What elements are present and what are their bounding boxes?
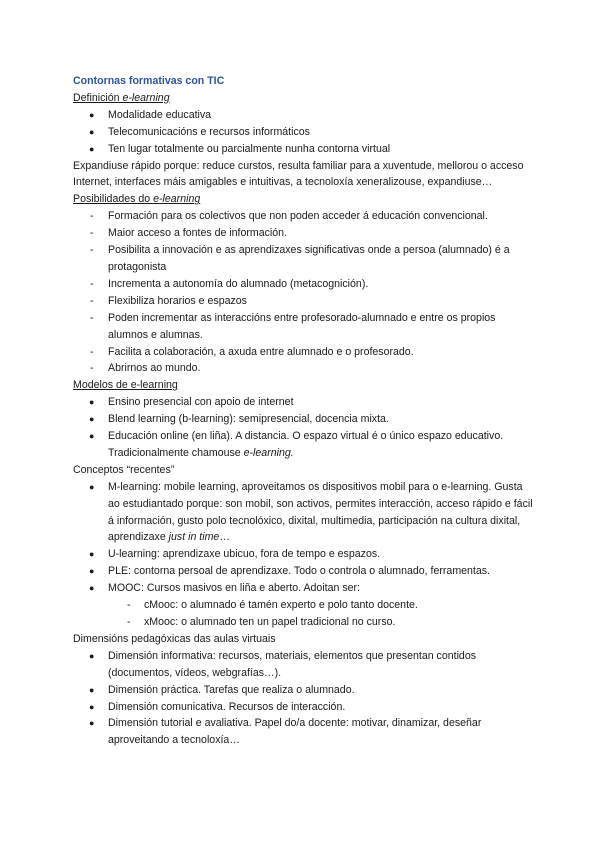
list-item-text: Dimensión tutorial e avaliativa. Papel do/a docente: motivar, dinamizar, deseñar aproveitando a tecnoloxía… [108,717,482,747]
dash-icon: - [127,616,131,628]
list-item [73,360,533,377]
heading-text: Definición [73,91,123,104]
list-item [73,546,533,563]
list-item-text: Dimensión comunicativa. Recursos de interacción. [108,700,346,713]
list-item [73,682,533,699]
definicion-list [73,107,533,158]
section-heading-dimensions: Dimensións pedagóxicas das aulas virtuais [73,632,276,645]
list-item [73,715,533,749]
sublist-item [73,597,533,614]
bullet-icon: ● [89,481,95,492]
list-item [73,276,533,293]
bullet-icon: ● [89,684,95,695]
list-item-text: Dimensión informativa: recursos, materiais, elementos que presentan contidos (documentos, vídeos, webgrafías…). [108,649,477,679]
dash-icon: - [90,277,94,290]
list-item-text: Educación online (en liña). A distancia. O espazo virtual é o único espazo educativo. Tradicionalmente chamouse [108,430,504,459]
list-item-text: U-learning: aprendizaxe ubicuo, fora de tempo e espazos. [108,548,381,561]
bullet-icon: ● [89,126,95,137]
list-item [73,107,533,124]
list-item [73,479,533,547]
bullet-icon: ● [89,143,95,154]
definicion-paragraph: Expandiuse rápido porque: reduce curstos, resulta familiar para a xuventude, mellorou o acceso Internet, interfaces máis amigables e intuitivas, a tecnoloxía xeneralizouse, expandiuse… [73,159,524,189]
list-item [73,394,533,411]
conceptos-list [73,479,533,597]
list-item-italic-text: e-learning. [243,446,294,459]
list-item-text: Incrementa a autonomía do alumnado (metacognición). [108,277,369,290]
bullet-icon: ● [89,701,95,712]
heading-italic-text: e-learning [122,91,170,104]
bullet-icon: ● [89,650,95,661]
list-item-italic-text: just in time [168,531,220,544]
list-item-text: Dimensión práctica. Tarefas que realiza o alumnado. [108,683,355,696]
dash-icon: - [90,362,94,375]
list-item [73,141,533,158]
bullet-icon: ● [89,718,95,729]
section-heading-posibilidades [73,191,533,208]
dimensions-list [73,648,533,749]
dash-icon: - [90,345,94,358]
heading-text: Posibilidades do [73,193,154,206]
posibilidades-list [73,208,533,377]
list-item-text: Facilita a colaboración, a axuda entre alumnado e o profesorado. [108,345,414,358]
list-item [73,208,533,225]
bullet-icon: ● [89,109,95,120]
list-item [73,225,533,242]
list-item-text: M-learning: mobile learning, aproveitamos os dispositivos mobil para o e-learning. Gusta ao estudiantado porque: son mobil, son activos, permites interacción, acceso rápido e fácil á información, gusto polo tecnolóxico, dixital, multimedia, participación na cultura dixital, aprendizaxe [108,480,533,544]
list-item-text: Posibilita a innovación e as aprendizaxes significativas onde a persoa (alumnado) é a protagonista [108,244,510,273]
list-item [73,124,533,141]
list-item-text: Abrirnos ao mundo. [108,362,201,375]
list-item-text: Modalidade educativa [108,108,212,121]
bullet-icon: ● [89,583,95,594]
list-item-text: Ten lugar totalmente ou parcialmente nunha contorna virtual [108,142,391,155]
bullet-icon: ● [89,397,95,408]
dash-icon: - [127,599,131,612]
bullet-icon: ● [89,549,95,560]
list-item [73,344,533,361]
bullet-icon: ● [89,566,95,577]
section-heading-conceptos: Conceptos “recentes” [73,463,175,476]
list-item-text: Maior acceso a fontes de información. [108,227,288,240]
list-item-text: PLE: contorna persoal de aprendizaxe. Todo o controla o alumnado, ferramentas. [108,565,491,578]
list-item-text: Poden incrementar as interaccións entre profesorado-alumnado e entre os propios alumnos e alumnas. [108,311,496,341]
list-item [73,563,533,580]
list-item-text: Formación para os colectivos que non poden acceder á educación convencional. [108,210,488,223]
list-item [73,293,533,310]
list-item-text: Blend learning (b-learning): semipresencial, docencia mixta. [108,413,389,426]
dash-icon: - [90,210,94,223]
list-item [73,411,533,428]
section-heading-definicion [73,90,533,107]
list-item-text: cMooc: o alumnado é tamén experto e polo tanto docente. [144,599,418,612]
bullet-icon: ● [89,414,95,425]
sublist-item [73,614,533,631]
list-item-text: xMooc: o alumnado ten un papel tradicional no curso. [144,616,396,628]
modelos-list [73,394,533,462]
list-item [73,699,533,716]
list-item [73,242,533,276]
list-item [73,580,533,597]
document-page [73,73,533,749]
list-item [73,648,533,682]
list-item [73,428,533,462]
list-item-text: Flexibiliza horarios e espazos [108,294,247,307]
bullet-icon: ● [89,431,95,442]
list-item-text: Telecomunicacións e recursos informáticos [108,125,310,138]
dash-icon: - [90,311,94,324]
dash-icon: - [90,227,94,240]
list-item-text: MOOC: Cursos masivos en liña e aberto. Adoitan ser: [108,582,361,595]
section-heading-modelos: Modelos de e-learning [73,379,178,392]
dash-icon: - [90,294,94,307]
list-item [73,310,533,344]
list-item-text: Ensino presencial con apoio de internet [108,396,294,409]
mooc-sublist [73,597,533,631]
dash-icon: - [90,244,94,257]
heading-italic-text: e-learning [153,193,201,206]
document-title: Contornas formativas con TIC [73,75,225,87]
list-item-text: … [219,531,230,544]
